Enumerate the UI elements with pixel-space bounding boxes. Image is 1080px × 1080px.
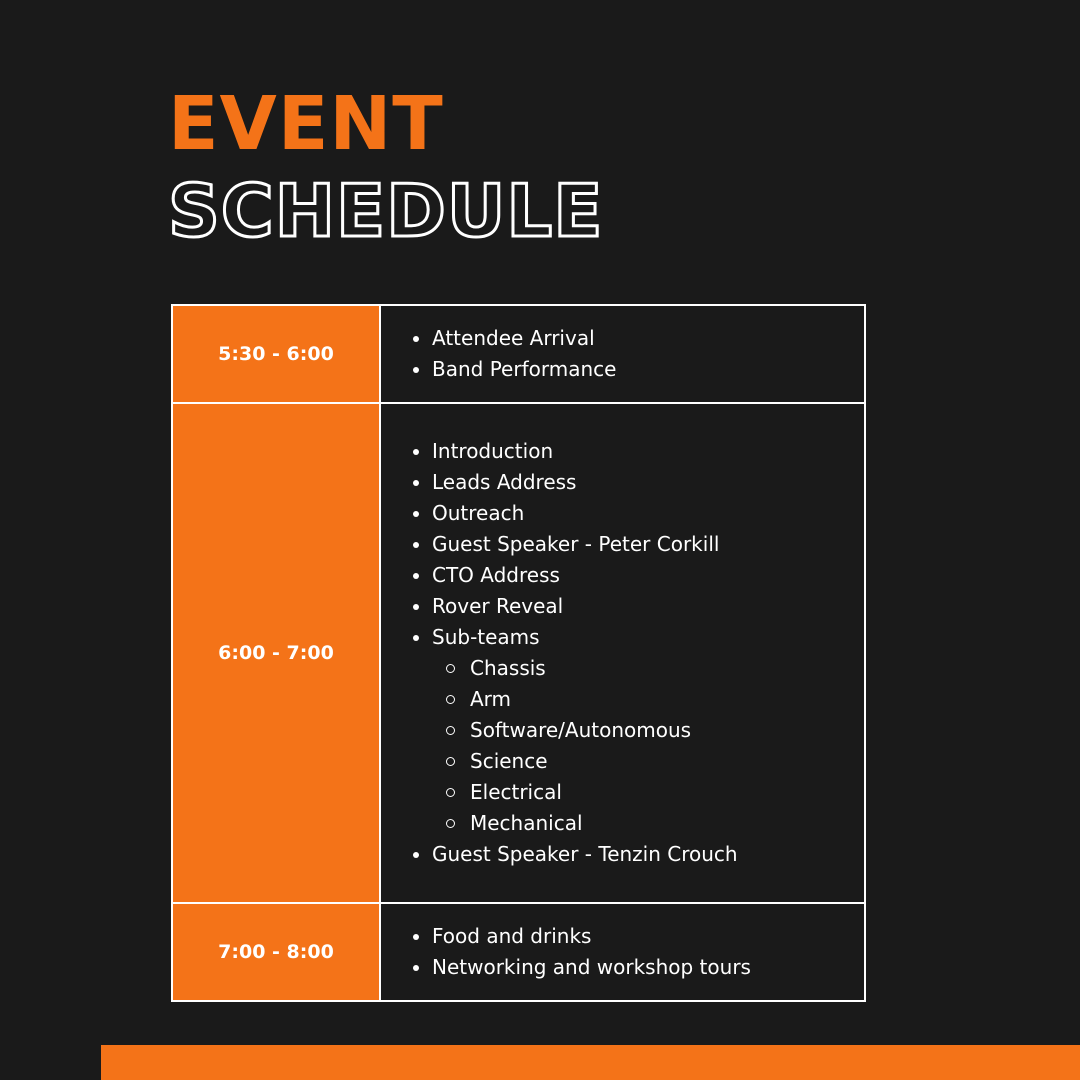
activity-item: Networking and workshop tours bbox=[432, 952, 864, 983]
sub-team-list bbox=[432, 653, 864, 839]
activity-item-sub-teams bbox=[432, 622, 864, 839]
activities-cell bbox=[380, 305, 865, 403]
time-slot: 6:00 - 7:00 bbox=[172, 403, 380, 903]
activities-cell bbox=[380, 903, 865, 1001]
activity-item: Introduction bbox=[432, 436, 864, 467]
time-slot: 5:30 - 6:00 bbox=[172, 305, 380, 403]
time-slot: 7:00 - 8:00 bbox=[172, 903, 380, 1001]
activity-item: Food and drinks bbox=[432, 921, 864, 952]
sub-team-item: Electrical bbox=[470, 777, 864, 808]
activity-item: Guest Speaker - Tenzin Crouch bbox=[432, 839, 864, 870]
activity-list bbox=[381, 436, 864, 870]
title-event: EVENT bbox=[168, 81, 444, 167]
activity-item: Guest Speaker - Peter Corkill bbox=[432, 529, 864, 560]
sub-team-item: Arm bbox=[470, 684, 864, 715]
page-title bbox=[168, 80, 603, 254]
sub-team-item: Software/Autonomous bbox=[470, 715, 864, 746]
sub-team-item: Mechanical bbox=[470, 808, 864, 839]
activity-item: Leads Address bbox=[432, 467, 864, 498]
footer-accent-bar bbox=[101, 1045, 1080, 1080]
activity-item: CTO Address bbox=[432, 560, 864, 591]
schedule-row bbox=[172, 903, 865, 1001]
schedule-table bbox=[171, 304, 866, 1002]
activity-list bbox=[381, 323, 864, 385]
title-schedule: SCHEDULE bbox=[168, 169, 604, 253]
sub-team-item: Science bbox=[470, 746, 864, 777]
activities-cell bbox=[380, 403, 865, 903]
activity-item: Rover Reveal bbox=[432, 591, 864, 622]
activity-list bbox=[381, 921, 864, 983]
schedule-row bbox=[172, 305, 865, 403]
activity-item: Attendee Arrival bbox=[432, 323, 864, 354]
activity-item: Band Performance bbox=[432, 354, 864, 385]
activity-item: Outreach bbox=[432, 498, 864, 529]
sub-team-item: Chassis bbox=[470, 653, 864, 684]
schedule-row bbox=[172, 403, 865, 903]
activity-item-label: Sub-teams bbox=[432, 625, 540, 649]
